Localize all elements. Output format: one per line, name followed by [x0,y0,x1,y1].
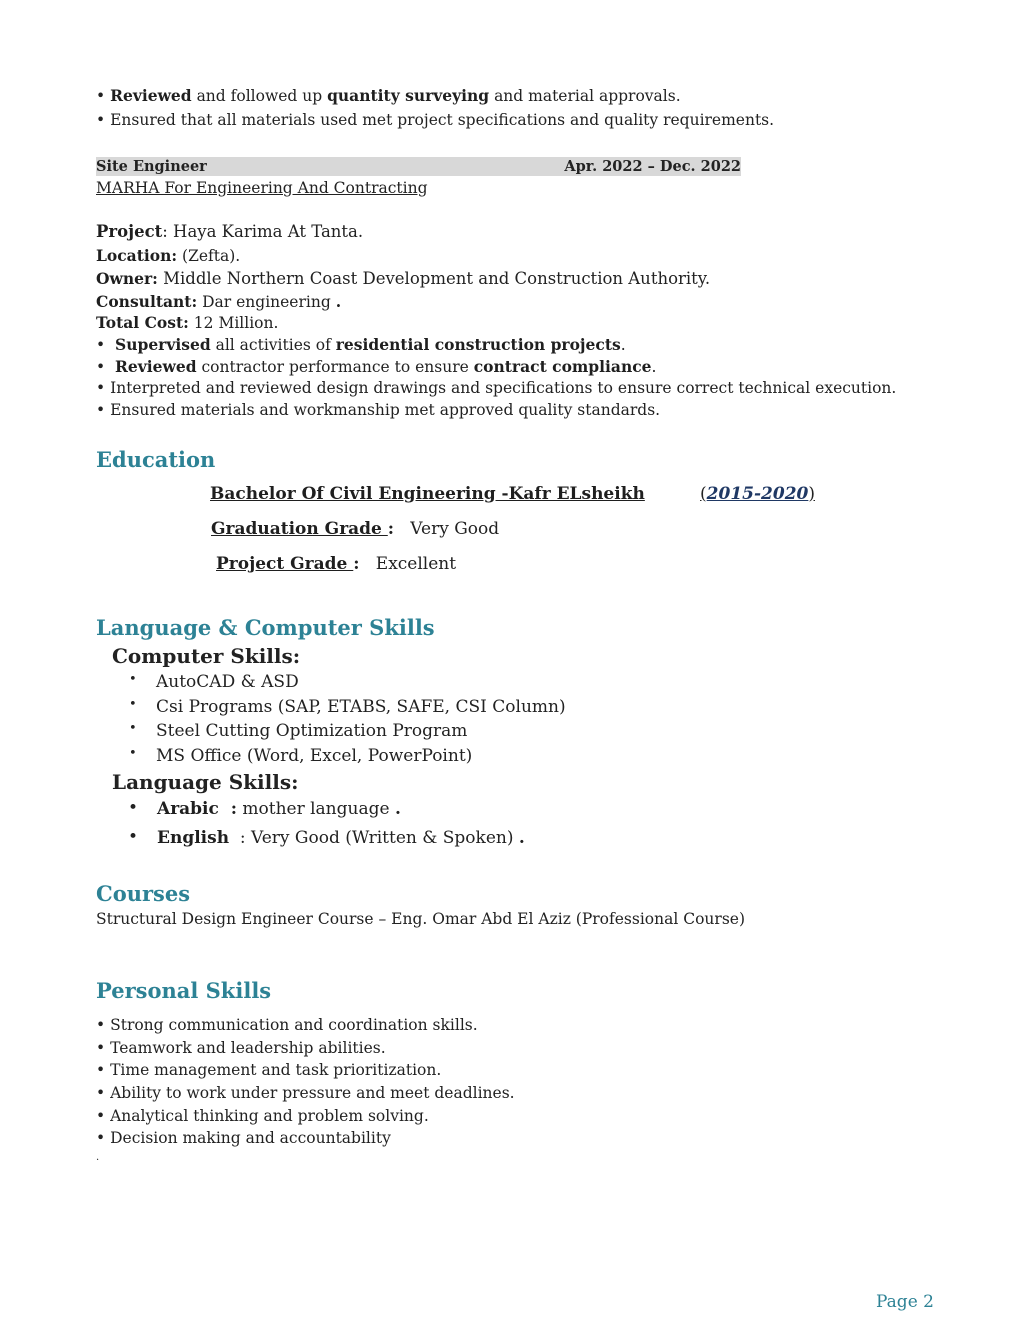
project-label: Project [96,222,163,241]
cost-value: 12 Million. [188,314,279,332]
computer-skill-item [129,721,468,741]
computer-skill-item [129,746,473,766]
bullet-mark: • [96,111,106,129]
project-line [96,221,363,243]
degree-name: Bachelor Of Civil Engineering -Kafr ELsheikh [210,484,645,504]
personal-skill-item [96,1105,429,1127]
grade-label: Graduation Grade [211,519,388,539]
bullet-bold-1: Reviewed [110,86,192,105]
bullet-mark: • [96,1129,106,1147]
bullet-mark: • [128,827,139,847]
owner-line [96,268,710,290]
job-bullet-2 [96,356,656,378]
skill-text: Strong communication and coordination skills. [110,1016,478,1034]
personal-skill-item [96,1082,515,1104]
bullet-text-2: . [620,336,626,354]
skills-heading: Language & Computer Skills [96,615,435,640]
computer-skill-item [129,672,299,692]
bullet-mark: • [96,401,106,419]
language-name: Arabic [157,799,219,819]
bullet-mark: • [129,672,137,687]
project-grade-value: Excellent [375,554,457,574]
bullet-mark: • [96,379,106,397]
cost-line [96,312,278,334]
year-open: ( [700,484,707,504]
skill-text: Ability to work under pressure and meet deadlines. [110,1084,515,1102]
courses-heading: Courses [96,881,191,906]
job-header-bar [96,157,741,176]
bullet-mark: • [96,1107,106,1125]
bullet-text-1: all activities of [210,336,336,354]
bullet-mark: • [96,1061,106,1079]
grade-sep: : [387,519,395,539]
bullet-text: Ensured that all materials used met project specifications and quality requirements. [110,111,775,129]
language-name: English [157,828,230,848]
trailing-mark: . [96,1152,100,1163]
company-name: MARHA For Engineering And Contracting [96,179,428,197]
skill-text: Teamwork and leadership abilities. [110,1039,386,1057]
bullet-bold-1: Reviewed [115,357,197,376]
year-range: 2015-2020 [706,484,809,504]
grade-value: Very Good [410,519,500,539]
bullet-text: Ensured materials and workmanship met approved quality standards. [110,401,661,419]
exp-bullet-1 [96,85,681,107]
exp-bullet-2 [96,109,774,131]
bullet-mark: • [129,746,137,761]
project-grade-line [216,554,456,574]
skill-text: Decision making and accountability [110,1129,391,1147]
personal-skill-item [96,1059,441,1081]
job-title: Site Engineer [96,158,207,175]
degree-line [210,484,815,504]
bullet-mark: • [129,721,137,736]
consultant-value: Dar engineering [197,293,336,311]
skill-text: MS Office (Word, Excel, PowerPoint) [156,746,473,766]
education-heading: Education [96,447,216,472]
computer-skills-heading: Computer Skills: [112,644,301,668]
consultant-label: Consultant: [96,292,198,311]
language-item [128,827,525,848]
skill-text: Steel Cutting Optimization Program [156,721,468,741]
language-end: . [518,828,525,848]
language-sep: : [229,828,246,848]
job-bullet-4 [96,399,660,421]
bullet-mark: • [96,1039,106,1057]
course-item: Structural Design Engineer Course – Eng. Omar Abd El Aziz (Professional Course) [96,910,745,928]
bullet-bold-2: residential construction projects [335,335,621,354]
bullet-bold-2: quantity surveying [327,86,490,105]
cost-label: Total Cost: [96,313,189,332]
bullet-bold-1: Supervised [115,335,211,354]
location-value: (Zefta). [177,247,241,265]
language-skills-heading: Language Skills: [112,770,299,794]
location-line [96,245,240,267]
personal-skill-item [96,1127,391,1149]
skill-text: AutoCAD & ASD [156,672,299,692]
bullet-text: Interpreted and reviewed design drawings and specifications to ensure correct technical execution. [110,379,897,397]
owner-label: Owner: [96,269,158,288]
personal-skill-item [96,1014,478,1036]
skill-text: Csi Programs (SAP, ETABS, SAFE, CSI Column) [156,697,566,717]
grade-line [211,519,499,539]
owner-value: Middle Northern Coast Development and Construction Authority. [157,269,711,288]
bullet-mark: • [96,87,106,105]
project-grade-sep: : [353,554,360,574]
language-level: mother language [236,799,395,819]
language-sep: : [218,799,237,819]
project-value: : Haya Karima At Tanta. [162,222,364,241]
language-level: Very Good (Written & Spoken) [245,828,519,848]
bullet-mark: • [96,1016,106,1034]
bullet-text-1: and followed up [191,87,328,105]
job-dates: Apr. 2022 – Dec. 2022 [564,158,741,175]
page-number: Page 2 [876,1292,934,1312]
personal-skill-item [96,1037,386,1059]
year-close: ) [808,484,815,504]
language-end: . [394,799,401,819]
bullet-mark: • [96,336,106,354]
degree-year [700,484,815,504]
consultant-dot: . [335,292,342,311]
bullet-mark: • [96,358,106,376]
job-bullet-3 [96,377,896,399]
bullet-mark: • [128,798,139,818]
bullet-mark: • [96,1084,106,1102]
language-item [128,798,401,819]
consultant-line [96,291,341,313]
bullet-bold-2: contract compliance [473,357,652,376]
skill-text: Analytical thinking and problem solving. [110,1107,429,1125]
computer-skill-item [129,697,566,717]
skill-text: Time management and task prioritization. [110,1061,442,1079]
location-label: Location: [96,246,178,265]
project-grade-label: Project Grade [216,554,354,574]
job-bullet-1 [96,334,626,356]
bullet-text-1: contractor performance to ensure [196,358,474,376]
bullet-text-2: . [651,358,657,376]
bullet-mark: • [129,697,137,712]
personal-skills-heading: Personal Skills [96,978,272,1003]
bullet-text-2: and material approvals. [489,87,681,105]
